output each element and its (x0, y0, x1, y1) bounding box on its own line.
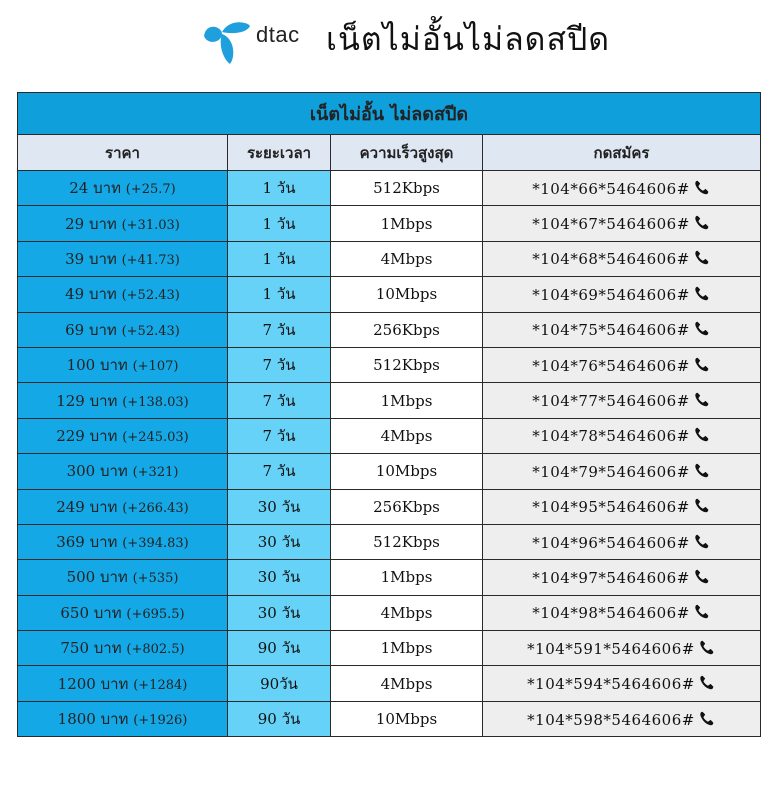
dial-code-cell[interactable] (483, 595, 761, 630)
table-row (18, 631, 761, 666)
price-note: (+394.83) (122, 536, 189, 552)
table-row (18, 171, 761, 206)
table-row (18, 383, 761, 418)
price-value: 500 บาท (66, 568, 128, 587)
table-row (18, 595, 761, 630)
dial-code-cell[interactable] (483, 560, 761, 595)
price-cell (18, 595, 228, 630)
dial-code-cell[interactable] (483, 347, 761, 382)
price-cell (18, 312, 228, 347)
speed-cell: 1Mbps (331, 206, 483, 241)
dial-code-cell[interactable] (483, 383, 761, 418)
speed-cell: 4Mbps (331, 666, 483, 701)
page-header (0, 0, 774, 88)
phone-icon[interactable] (693, 426, 711, 444)
price-value: 69 บาท (65, 320, 117, 339)
dial-code-cell[interactable] (483, 701, 761, 736)
dial-code[interactable]: *104*75*5464606# (532, 321, 690, 340)
speed-cell: 256Kbps (331, 312, 483, 347)
price-note: (+25.7) (125, 182, 176, 198)
price-note: (+107) (132, 359, 179, 375)
price-value: 100 บาท (66, 356, 128, 375)
table-row (18, 347, 761, 382)
duration-cell: 90 วัน (228, 701, 331, 736)
speed-cell: 512Kbps (331, 524, 483, 559)
price-note: (+31.03) (121, 217, 180, 233)
price-note: (+1926) (133, 713, 188, 729)
dial-code[interactable]: *104*98*5464606# (532, 604, 690, 623)
price-note: (+1284) (133, 677, 188, 693)
price-value: 750 บาท (60, 639, 122, 658)
price-value: 39 บาท (65, 249, 117, 268)
price-cell (18, 701, 228, 736)
price-value: 29 บาท (65, 214, 117, 233)
table-row (18, 454, 761, 489)
phone-icon[interactable] (693, 497, 711, 515)
column-header-price: ราคา (18, 135, 228, 171)
price-value: 1200 บาท (57, 674, 129, 693)
dial-code[interactable]: *104*96*5464606# (532, 533, 690, 552)
dial-code-cell[interactable] (483, 666, 761, 701)
dial-code-cell[interactable] (483, 631, 761, 666)
price-note: (+52.43) (121, 323, 180, 339)
duration-cell: 7 วัน (228, 418, 331, 453)
phone-icon[interactable] (693, 249, 711, 267)
column-header-duration: ระยะเวลา (228, 135, 331, 171)
column-header-code: กดสมัคร (483, 135, 761, 171)
dtac-logo-icon (200, 16, 256, 66)
dial-code[interactable]: *104*97*5464606# (532, 568, 690, 587)
price-note: (+245.03) (122, 429, 189, 445)
speed-cell: 4Mbps (331, 595, 483, 630)
speed-cell: 10Mbps (331, 277, 483, 312)
price-cell (18, 666, 228, 701)
price-value: 369 บาท (56, 533, 118, 552)
dial-code[interactable]: *104*78*5464606# (532, 427, 690, 446)
duration-cell: 1 วัน (228, 171, 331, 206)
duration-cell: 30 วัน (228, 560, 331, 595)
table-row (18, 277, 761, 312)
phone-icon[interactable] (693, 214, 711, 232)
price-value: 249 บาท (56, 497, 118, 516)
dial-code-cell[interactable] (483, 454, 761, 489)
speed-cell: 512Kbps (331, 347, 483, 382)
price-value: 650 บาท (60, 603, 122, 622)
dial-code[interactable]: *104*76*5464606# (532, 356, 690, 375)
duration-cell: 1 วัน (228, 277, 331, 312)
dial-code[interactable]: *104*69*5464606# (532, 285, 690, 304)
dial-code[interactable]: *104*594*5464606# (527, 675, 695, 694)
duration-cell: 30 วัน (228, 595, 331, 630)
duration-cell: 7 วัน (228, 383, 331, 418)
duration-cell: 7 วัน (228, 312, 331, 347)
phone-icon[interactable] (693, 179, 711, 197)
price-cell (18, 383, 228, 418)
price-cell (18, 347, 228, 382)
phone-icon[interactable] (698, 674, 716, 692)
price-note: (+266.43) (122, 500, 189, 516)
price-note: (+321) (132, 465, 179, 481)
price-cell (18, 206, 228, 241)
dial-code-cell[interactable] (483, 206, 761, 241)
speed-cell: 10Mbps (331, 454, 483, 489)
column-header-speed: ความเร็วสูงสุด (331, 135, 483, 171)
table-row (18, 312, 761, 347)
duration-cell: 30 วัน (228, 489, 331, 524)
price-cell (18, 489, 228, 524)
price-note: (+535) (132, 571, 179, 587)
dial-code[interactable]: *104*79*5464606# (532, 462, 690, 481)
price-cell (18, 277, 228, 312)
price-cell (18, 631, 228, 666)
dial-code[interactable]: *104*68*5464606# (532, 250, 690, 269)
duration-cell: 90 วัน (228, 631, 331, 666)
phone-icon[interactable] (693, 391, 711, 409)
speed-cell: 4Mbps (331, 418, 483, 453)
price-value: 300 บาท (66, 462, 128, 481)
table-row (18, 560, 761, 595)
price-cell (18, 524, 228, 559)
dial-code-cell[interactable] (483, 524, 761, 559)
price-note: (+695.5) (126, 606, 185, 622)
brand-name: dtac (256, 22, 300, 47)
phone-icon[interactable] (693, 568, 711, 586)
table-row (18, 524, 761, 559)
dial-code[interactable]: *104*66*5464606# (532, 179, 690, 198)
duration-cell: 1 วัน (228, 241, 331, 276)
phone-icon[interactable] (693, 320, 711, 338)
speed-cell: 256Kbps (331, 489, 483, 524)
speed-cell: 4Mbps (331, 241, 483, 276)
page-title: เน็ตไม่อั้นไม่ลดสปีด (326, 20, 611, 58)
price-value: 24 บาท (69, 179, 121, 198)
price-value: 129 บาท (56, 391, 118, 410)
dial-code[interactable]: *104*67*5464606# (532, 215, 690, 234)
dial-code-cell[interactable] (483, 312, 761, 347)
price-value: 229 บาท (56, 426, 118, 445)
price-value: 49 บาท (65, 285, 117, 304)
table-row (18, 666, 761, 701)
phone-icon[interactable] (698, 710, 716, 728)
phone-icon[interactable] (693, 462, 711, 480)
dial-code[interactable]: *104*95*5464606# (532, 498, 690, 517)
package-table (17, 92, 761, 737)
dial-code-cell[interactable] (483, 277, 761, 312)
duration-cell: 1 วัน (228, 206, 331, 241)
duration-cell: 7 วัน (228, 347, 331, 382)
price-cell (18, 454, 228, 489)
duration-cell: 7 วัน (228, 454, 331, 489)
phone-icon[interactable] (693, 603, 711, 621)
table-row (18, 489, 761, 524)
speed-cell: 1Mbps (331, 383, 483, 418)
table-row (18, 418, 761, 453)
price-cell (18, 418, 228, 453)
table-title: เน็ตไม่อั้น ไม่ลดสปีด (18, 93, 761, 135)
dial-code[interactable]: *104*77*5464606# (532, 392, 690, 411)
price-value: 1800 บาท (57, 710, 129, 729)
speed-cell: 512Kbps (331, 171, 483, 206)
speed-cell: 1Mbps (331, 631, 483, 666)
table-row (18, 701, 761, 736)
price-note: (+802.5) (126, 642, 185, 658)
duration-cell: 90วัน (228, 666, 331, 701)
speed-cell: 10Mbps (331, 701, 483, 736)
price-note: (+138.03) (122, 394, 189, 410)
dial-code-cell[interactable] (483, 171, 761, 206)
table-row (18, 206, 761, 241)
price-note: (+52.43) (121, 288, 180, 304)
price-note: (+41.73) (121, 252, 180, 268)
dial-code-cell[interactable] (483, 418, 761, 453)
phone-icon[interactable] (693, 285, 711, 303)
price-cell (18, 560, 228, 595)
speed-cell: 1Mbps (331, 560, 483, 595)
phone-icon[interactable] (693, 356, 711, 374)
dial-code[interactable]: *104*591*5464606# (527, 639, 695, 658)
price-cell (18, 241, 228, 276)
phone-icon[interactable] (698, 639, 716, 657)
table-row (18, 241, 761, 276)
price-cell (18, 171, 228, 206)
dial-code[interactable]: *104*598*5464606# (527, 710, 695, 729)
dial-code-cell[interactable] (483, 489, 761, 524)
phone-icon[interactable] (693, 533, 711, 551)
duration-cell: 30 วัน (228, 524, 331, 559)
dial-code-cell[interactable] (483, 241, 761, 276)
